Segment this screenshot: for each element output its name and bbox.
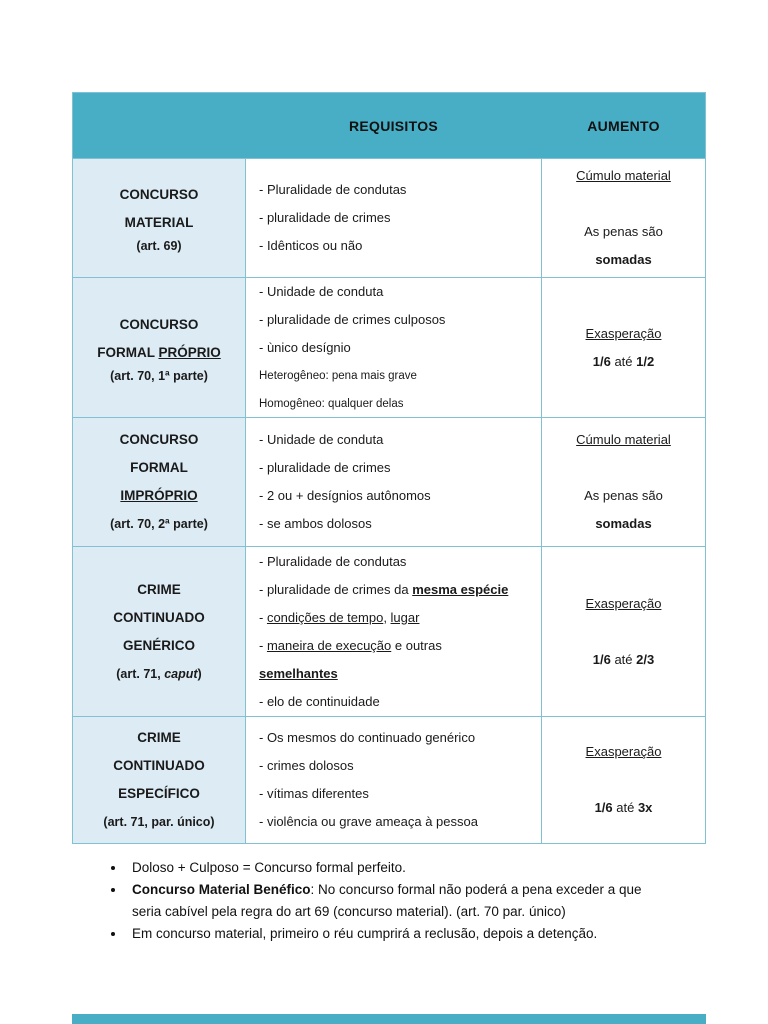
article-reference: (art. 70, 2ª parte) — [110, 517, 208, 531]
note-item — [126, 879, 664, 923]
requisito-segment: - pluralidade de crimes da — [259, 581, 413, 597]
aumento-line — [593, 348, 654, 376]
requisito-line: - Unidade de conduta — [259, 432, 384, 447]
article-segment: ) — [197, 666, 202, 681]
title-segment-underlined: PRÓPRIO — [158, 344, 221, 360]
requisitos-cell — [245, 716, 541, 843]
aumento-cell — [541, 546, 705, 716]
header-empty-cell — [73, 93, 245, 158]
title-line: ESPECÍFICO — [118, 786, 200, 801]
row-label-crime-continuado-especifico — [73, 716, 245, 843]
requisito-line-emphasis: semelhantes — [259, 665, 338, 681]
aumento-segment: até — [610, 651, 637, 667]
note-item — [126, 923, 664, 945]
fraction: 1/6 — [592, 353, 611, 369]
aumento-segment: até — [610, 353, 637, 369]
aumento-line — [593, 646, 654, 674]
requisito-segment: e outras — [391, 637, 442, 653]
requisito-segment-emphasis: mesma espécie — [412, 581, 509, 597]
article-segment-italic: caput — [164, 666, 198, 681]
requisito-line — [259, 604, 541, 632]
requisito-line: - se ambos dolosos — [259, 516, 372, 531]
aumento-line: somadas — [595, 516, 652, 531]
requisito-segment-underlined: maneira de execução — [266, 637, 392, 653]
article-reference: (art. 69) — [136, 239, 182, 253]
fraction: 1/6 — [594, 800, 613, 815]
requisito-segment: - — [259, 609, 267, 625]
requisito-line: - crimes dolosos — [259, 758, 354, 773]
aumento-line — [595, 794, 653, 822]
requisito-line: - Unidade de conduta — [259, 283, 384, 299]
table-row-concurso-formal-proprio — [73, 277, 705, 417]
article-segment: (art. 71, — [116, 666, 165, 681]
article-reference: (art. 70, 1ª parte) — [110, 368, 208, 383]
aumento-cell — [541, 417, 705, 546]
requisito-segment-underlined: condições de tempo — [266, 609, 384, 625]
row-label-concurso-material — [73, 158, 245, 277]
requisito-segment-underlined: lugar — [390, 609, 420, 625]
note-item — [126, 857, 664, 879]
aumento-line: somadas — [595, 252, 652, 267]
aumento-segment: até — [612, 800, 638, 815]
requisito-line: - Os mesmos do continuado genérico — [259, 730, 476, 745]
requisito-segment: , — [383, 609, 391, 625]
aumento-line: As penas são — [584, 224, 663, 239]
requisitos-cell — [245, 417, 541, 546]
requisitos-cell — [245, 546, 541, 716]
requisito-line: - Pluralidade de condutas — [259, 182, 407, 197]
next-page-header-strip — [72, 1014, 706, 1024]
article-reference: (art. 71, par. único) — [103, 815, 215, 829]
title-line: CONCURSO — [119, 432, 199, 447]
note-text: : No concurso formal não poderá a pena exceder a que seria cabível pela regra do art 69 (concurso material). (art. 70 par. único) — [132, 882, 642, 919]
title-line: GENÉRICO — [122, 637, 195, 653]
title-line — [97, 339, 221, 367]
requisito-line: - pluralidade de crimes culposos — [259, 311, 446, 327]
requisito-note: Homogêneo: qualquer delas — [259, 397, 404, 410]
aumento-cell — [541, 158, 705, 277]
requisito-segment: - — [259, 637, 267, 653]
title-line: CONCURSO — [119, 187, 199, 202]
requisito-line: - elo de continuidade — [259, 693, 380, 709]
requisitos-cell — [245, 158, 541, 277]
requisito-line: - Idênticos ou não — [259, 238, 363, 253]
header-aumento: AUMENTO — [541, 93, 705, 158]
requisito-line: - 2 ou + desígnios autônomos — [259, 488, 431, 503]
table-row-crime-continuado-generico — [73, 546, 705, 716]
title-line: CRIME — [137, 581, 181, 597]
requisito-line — [259, 632, 541, 660]
aumento-cell — [541, 277, 705, 417]
title-line-underlined: IMPRÓPRIO — [120, 488, 198, 503]
requisito-line: - Pluralidade de condutas — [259, 553, 407, 569]
requisito-line — [259, 576, 541, 604]
aumento-line: As penas são — [584, 488, 663, 503]
title-line: CONTINUADO — [113, 609, 205, 625]
table-header-row — [73, 93, 705, 158]
aumento-line: Exasperação — [585, 325, 662, 341]
title-line: CONTINUADO — [113, 758, 205, 773]
requisito-line: - pluralidade de crimes — [259, 210, 391, 225]
concurso-de-crimes-table — [72, 92, 706, 844]
table-row-crime-continuado-especifico — [73, 716, 705, 843]
fraction: 3x — [637, 800, 653, 815]
title-line: MATERIAL — [124, 215, 194, 230]
title-segment: FORMAL — [97, 344, 159, 360]
requisitos-cell — [245, 277, 541, 417]
note-text: Doloso + Culposo = Concurso formal perfeito. — [132, 860, 406, 875]
title-line: FORMAL — [130, 460, 188, 475]
requisito-line: - vítimas diferentes — [259, 786, 369, 801]
notes-list — [104, 857, 664, 945]
fraction: 1/6 — [592, 651, 611, 667]
aumento-line: Exasperação — [585, 744, 662, 759]
requisito-line: - violência ou grave ameaça à pessoa — [259, 814, 478, 829]
aumento-line: Exasperação — [585, 595, 662, 611]
header-requisitos: REQUISITOS — [245, 93, 541, 158]
article-reference — [116, 660, 201, 688]
row-label-concurso-formal-proprio — [73, 277, 245, 417]
row-label-concurso-formal-improprio — [73, 417, 245, 546]
requisito-line: - ùnico desígnio — [259, 339, 351, 355]
note-text: Em concurso material, primeiro o réu cumprirá a reclusão, depois a detenção. — [132, 926, 598, 941]
table-row-concurso-material — [73, 158, 705, 277]
title-line: CONCURSO — [119, 316, 199, 332]
aumento-cell — [541, 716, 705, 843]
fraction: 2/3 — [636, 651, 655, 667]
note-term-bold: Concurso Material Benéfico — [132, 882, 311, 897]
requisito-note: Heterogêneo: pena mais grave — [259, 369, 417, 382]
aumento-line: Cúmulo material — [576, 432, 671, 447]
fraction: 1/2 — [636, 353, 655, 369]
title-line: CRIME — [137, 730, 181, 745]
table-row-concurso-formal-improprio — [73, 417, 705, 546]
aumento-line: Cúmulo material — [576, 168, 671, 183]
requisito-line: - pluralidade de crimes — [259, 460, 391, 475]
row-label-crime-continuado-generico — [73, 546, 245, 716]
